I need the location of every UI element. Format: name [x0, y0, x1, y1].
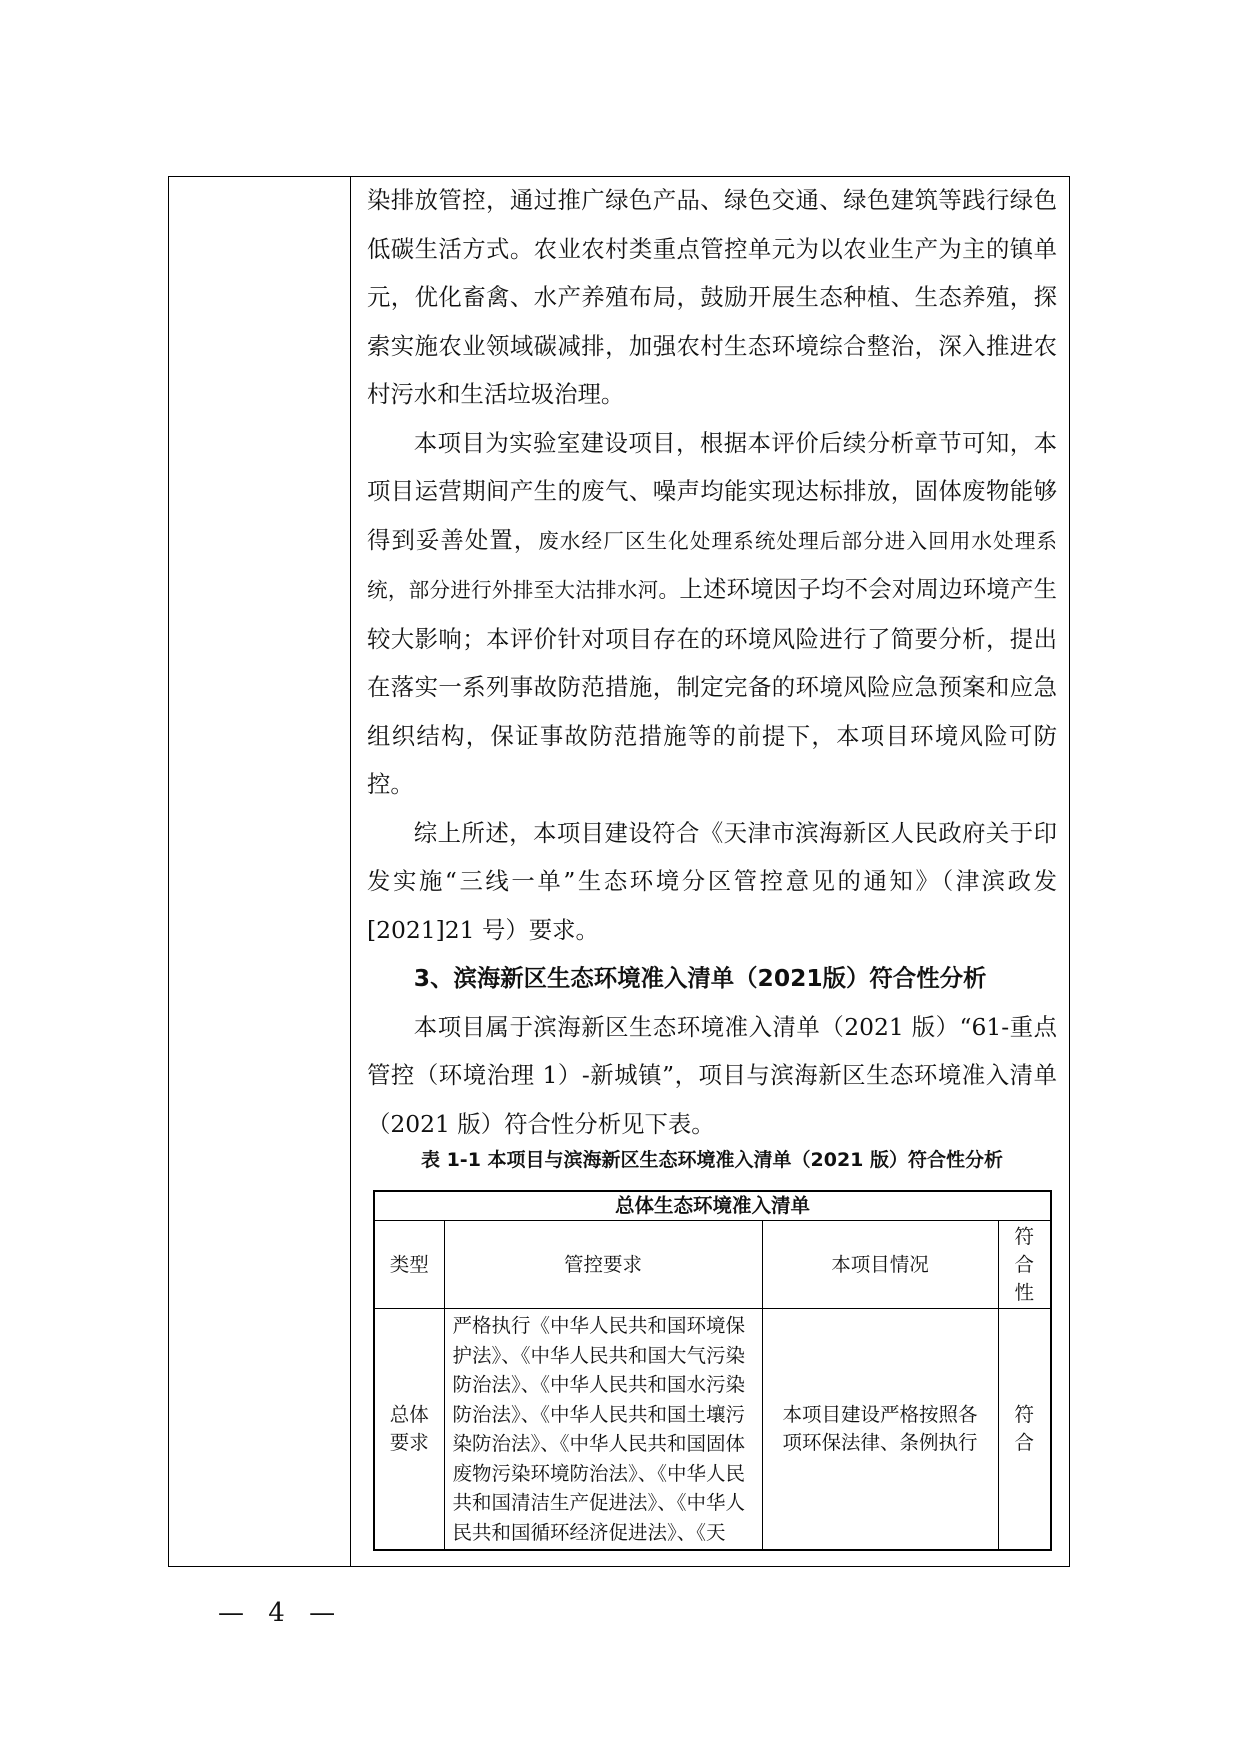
column-header-project: 本项目情况 — [762, 1221, 998, 1309]
body-content — [367, 176, 1057, 1148]
paragraph-continued: 染排放管控，通过推广绿色产品、绿色交通、绿色建筑等践行绿色低碳生活方式。农业农村类重点管控单元为以农业生产为主的镇单元，优化畜禽、水产养殖布局，鼓励开展生态种植、生态养殖，探索实施农业领域碳减排，加强农村生态环境综合整治，深入推进农村污水和生活垃圾治理。 — [367, 186, 1057, 408]
column-header-type: 类型 — [374, 1221, 444, 1309]
column-header-compliance: 符合性 — [998, 1221, 1051, 1309]
paragraph-project-analysis-part2: 废水经厂区生化处理系统处理后部分进入回用水处理系统，部分进行外排至大沽排水河。 — [367, 528, 1058, 602]
paragraph-project-analysis — [367, 419, 1057, 809]
cell-type: 总体要求 — [374, 1309, 444, 1551]
cell-project: 本项目建设严格按照各项环保法律、条例执行 — [762, 1309, 998, 1551]
table-title-row — [374, 1191, 1051, 1221]
cell-compliance: 符合 — [998, 1309, 1051, 1551]
paragraph-classification: 本项目属于滨海新区生态环境准入清单（2021 版）“61-重点管控（环境治理 1）-新城镇”，项目与滨海新区生态环境准入清单（2021 版）符合性分析见下表。 — [367, 1012, 1057, 1138]
table-title: 总体生态环境准入清单 — [374, 1191, 1051, 1221]
column-header-requirement: 管控要求 — [444, 1221, 762, 1309]
paragraph-project-analysis-part1: 本项目为实验室建设项目，根据本评价后续分析章节可知，本项目运营期间产生的废气、噪声均能实现达标排放，固体废物能够得到妥善处置， — [367, 428, 1057, 554]
cell-requirement: 严格执行《中华人民共和国环境保护法》、《中华人民共和国大气污染防治法》、《中华人民共和国水污染防治法》、《中华人民共和国土壤污染防治法》、《中华人民共和国固体废物污染环境防治法》、《中华人民共和国清洁生产促进法》、《中华人民共和国循环经济促进法》、《天 — [444, 1309, 762, 1551]
table-row — [374, 1309, 1051, 1551]
page-number: — 4 — — [218, 1598, 344, 1628]
paragraph-conclusion: 综上所述，本项目建设符合《天津市滨海新区人民政府关于印发实施“三线一单”生态环境分区管控意见的通知》（津滨政发[2021]21 号）要求。 — [367, 818, 1057, 944]
table-caption: 表 1-1 本项目与滨海新区生态环境准入清单（2021 版）符合性分析 — [420, 1149, 1004, 1171]
outer-table-left-column — [169, 177, 351, 1566]
table-header-row — [374, 1221, 1051, 1309]
compliance-table — [373, 1190, 1052, 1551]
section-title: 3、滨海新区生态环境准入清单（2021版）符合性分析 — [413, 964, 987, 992]
paragraph-project-analysis-part3: 上述环境因子均不会对周边环境产生较大影响；本评价针对项目存在的环境风险进行了简要分析，提出在落实一系列事故防范措施，制定完备的环境风险应急预案和应急组织结构，保证事故防范措施等的前提下，本项目环境风险可防控。 — [367, 575, 1057, 798]
